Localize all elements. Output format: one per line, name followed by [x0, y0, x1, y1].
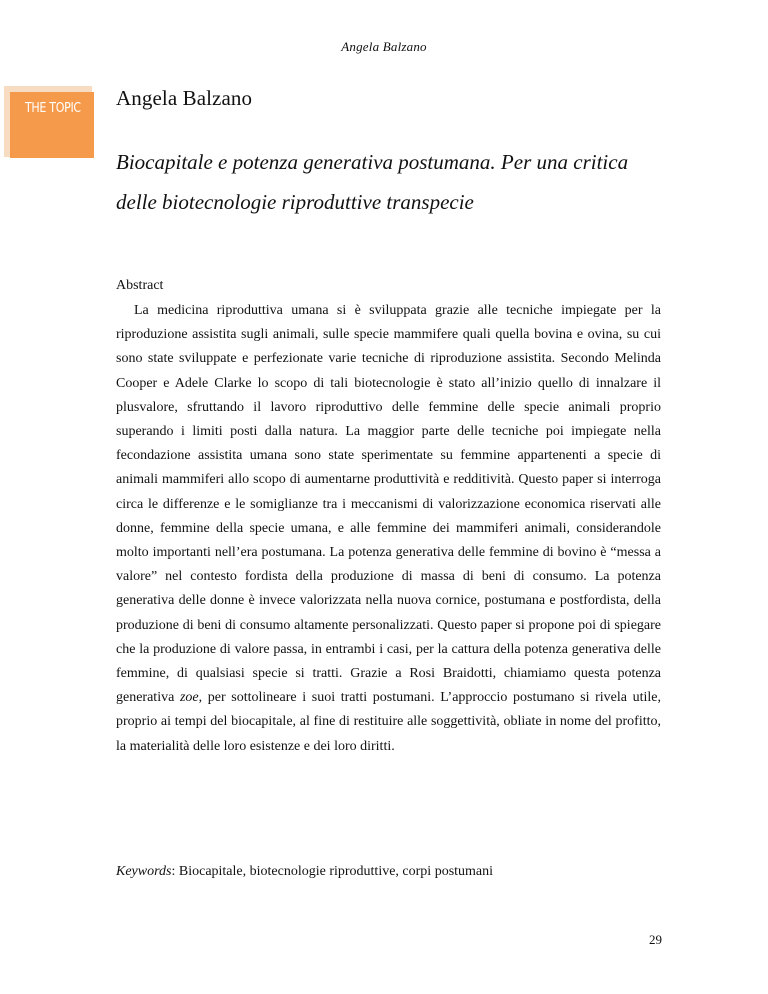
keywords-list: : Biocapitale, biotecnologie riproduttive, corpi postumani [171, 864, 494, 879]
keywords-label: Keywords [116, 864, 172, 879]
abstract-text: La medicina riproduttiva umana si è sviluppata grazie alle tecniche impiegate per la riproduzione assistita sugli animali, sulle specie mammifere quali quella bovina e ovina, su cui sono state sviluppate e perfezionate varie tecniche di riproduzione assistita. Secondo Melinda Cooper e Adele Clarke lo scopo di tali biotecnologie è stato all’inizio quello di innalzare il plusvalore, sfruttando il lavoro riproduttivo delle femmine delle specie animali proprio superando i limiti posti dalla natura. La maggior parte delle tecniche poi impiegate nella fecondazione assistita umana sono state sperimentate su femmine appartenenti a specie di animali mammiferi allo scopo di aumentarne produttività e redditività. Questo paper si interroga circa le differenze e le somiglianze tra i meccanismi di valorizzazione economica riservati alle donne, femmine della specie umana, e alle femmine dei mammiferi animali, considerandole molto importanti nell’era postumana. La potenza generativa delle femmine di bovino è “messa a valore” nel contesto fordista della produzione di massa di beni di consumo. La potenza generativa delle donne è invece valorizzata nella nuova cornice, postumana e postfordista, della produzione di beni di consumo altamente personalizzati. Questo paper si propone poi di spiegare che la produzione di valore passa, in entrambi i casi, per la cattura della potenza generativa delle femmine, di qualsiasi specie si tratti. Grazie a Rosi Braidotti, chiamiamo questa potenza generativa [116, 303, 661, 706]
abstract-text-end: , per sottolineare i suoi tratti postumani. L’approccio postumano si rivela utile, proprio ai tempi del biocapitale, al fine di restituire alle soggettività, obliate in nome del profitto, la materialità delle loro esistenze e dei loro diritti. [116, 690, 661, 754]
article-title [116, 142, 661, 222]
abstract-heading: Abstract [116, 278, 164, 293]
page-number: 29 [649, 932, 662, 947]
article-title-line-1: Biocapitale e potenza generativa postumana. Per una critica [116, 150, 629, 174]
abstract-body [116, 299, 661, 759]
running-head: Angela Balzano [341, 39, 427, 54]
article-title-line-2: delle biotecnologie riproduttive transpecie [116, 190, 474, 214]
author-name: Angela Balzano [116, 86, 253, 110]
topic-badge-label: THE TOPIC [25, 100, 81, 116]
abstract-term-zoe: zoe [179, 690, 199, 706]
keywords-line [116, 864, 493, 880]
